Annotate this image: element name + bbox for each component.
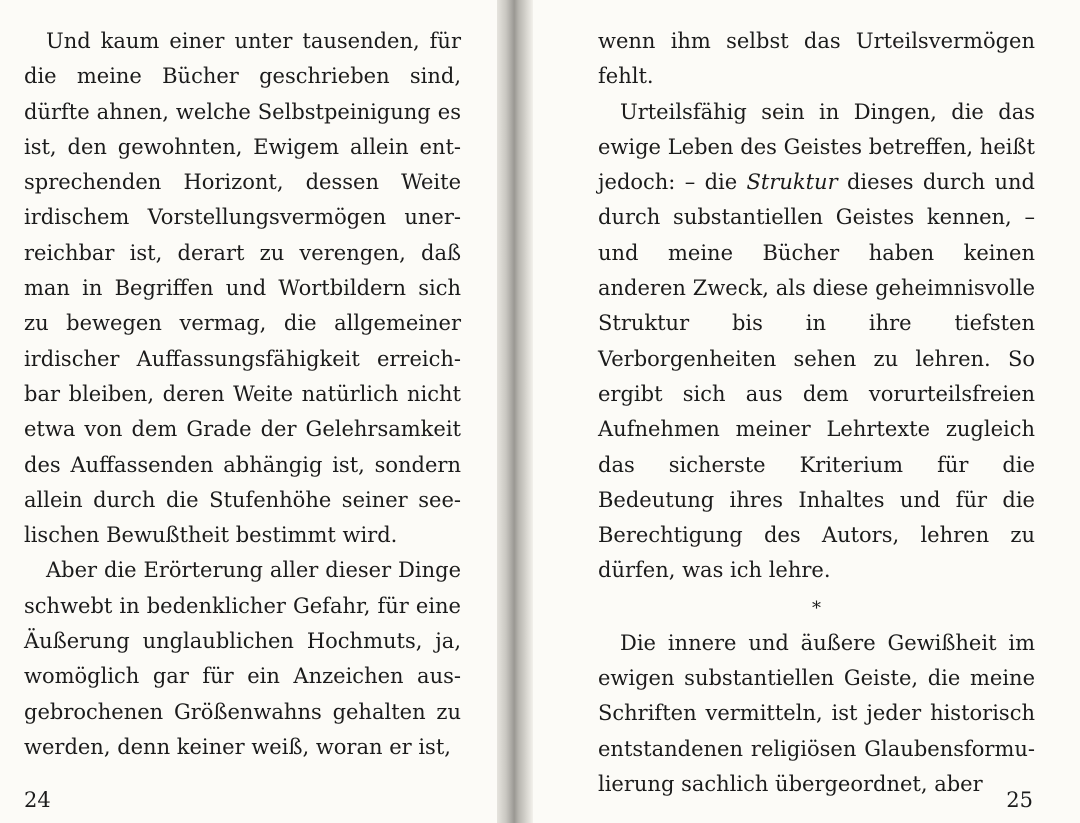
right-page: [533, 0, 1080, 823]
page-number-left: 24: [24, 788, 51, 812]
right-paragraph-3: Die innere und äußere Gewißheit im ewigen substantiellen Geiste, die meine Schriften vermitteln, ist jeder historisch entstandenen religiösen Glaubensformulierung sachlich übergeordnet, aber: [598, 630, 1035, 796]
right-paragraph-2-start: Urteilsfähig sein in Dingen, die das ewige Leben des Geistes betreffen, heißt jedoch: – die: [598, 99, 1035, 195]
left-paragraph-1: Und kaum einer unter tausenden, für die meine Bücher geschrieben sind, dürfte ahnen, welche Selbstpeinigung es ist, den gewohnten, Ewigem allein entsprechenden Horizont, dessen Weite irdischem Vorstellungsvermögen unerreichbar ist, derart zu verengen, daß man in Begriffen und Wortbildern sich zu bewegen vermag, die allgemeiner irdischer Auffassungsfähigkeit erreichbar bleiben, deren Weite natürlich nicht etwa von dem Grade der Gelehrsamkeit des Auffassenden abhängig ist, sondern allein durch die Stufenhöhe seiner seelischen Bewußtheit bestimmt wird.: [24, 29, 461, 548]
book-gutter: [497, 0, 533, 823]
left-page: [0, 0, 497, 823]
left-paragraph-2: Aber die Erörterung aller dieser Dinge schwebt in bedenklicher Gefahr, für eine Äußerung unglaublichen Hochmuts, ja, womöglich gar für ein Anzeichen ausgebrochenen Größenwahns gehalten zu werden, denn keiner weiß, woran er ist,: [24, 558, 461, 759]
right-paragraph-2: [598, 95, 1035, 589]
section-separator: *: [812, 597, 821, 619]
right-page-text: [598, 24, 1035, 802]
page-number-right: 25: [1006, 788, 1033, 812]
right-paragraph-continuation: wenn ihm selbst das Urteilsvermögen fehlt.: [598, 29, 1035, 89]
emphasis-struktur: Struktur: [746, 170, 838, 195]
right-paragraph-2-end: dieses durch und durch substantiellen Geistes kennen, – und meine Bücher haben keinen anderen Zweck, als diese geheimnisvolle Struktur bis in ihre tiefsten Verborgenheiten sehen zu lehren. So ergibt sich aus dem vorurteilsfreien Aufnehmen meiner Lehrtexte zugleich das sicherste Kriterium für die Bedeutung ihres Inhaltes und für die Berechtigung des Autors, lehren zu dürfen, was ich lehre.: [598, 170, 1035, 583]
left-page-text: [24, 24, 461, 765]
